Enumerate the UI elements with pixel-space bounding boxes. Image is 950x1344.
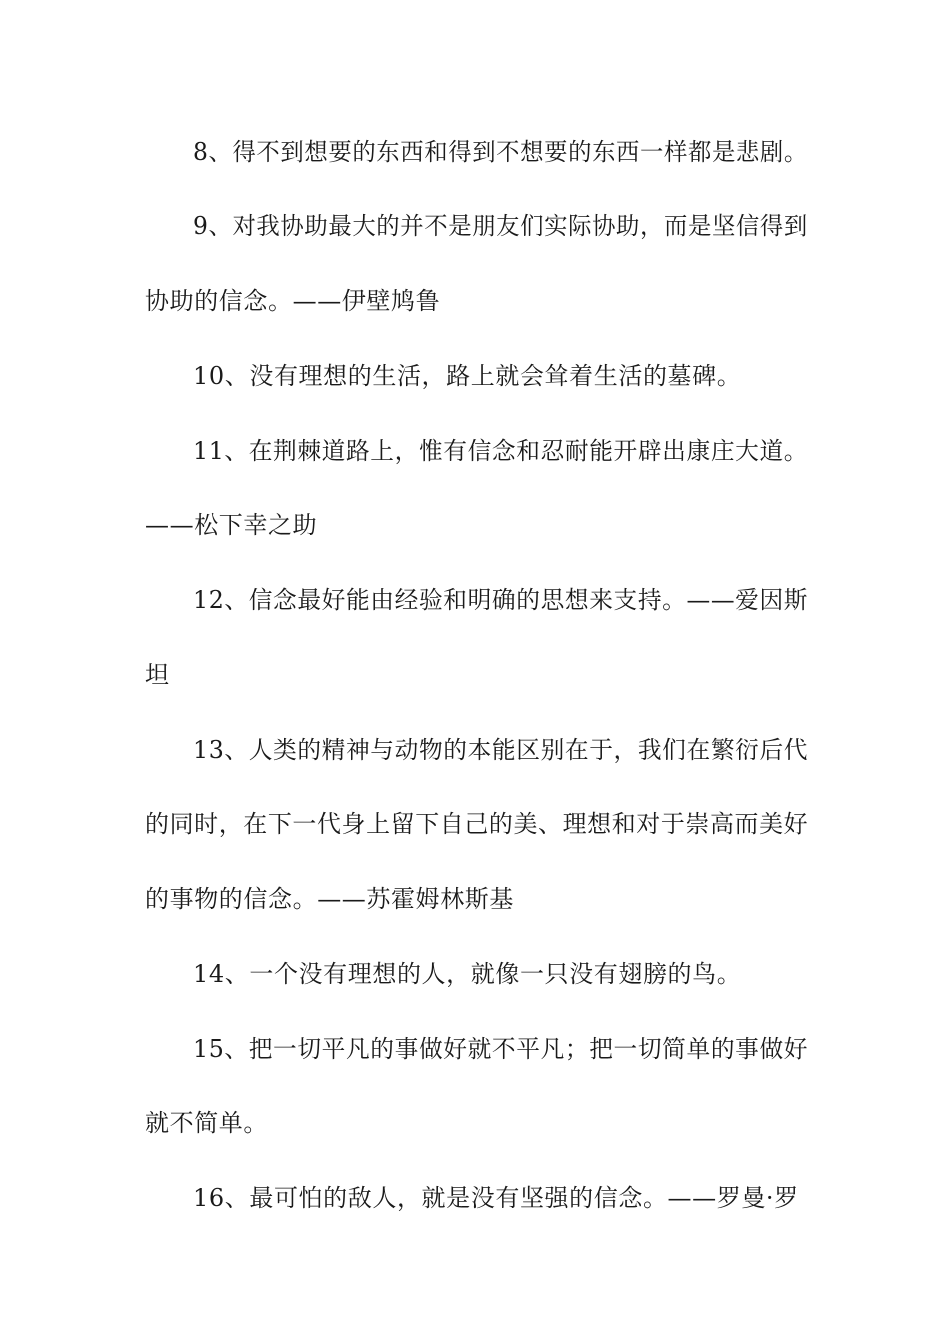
quote-9-line-1: 9、对我协助最大的并不是朋友们实际协助，而是坚信得到: [193, 212, 808, 240]
quote-13-line-3: 的事物的信念。——苏霍姆林斯基: [145, 885, 514, 913]
quote-15-line-2: 就不简单。: [145, 1109, 268, 1137]
quote-12-line-2: 坦: [145, 661, 170, 689]
quote-12-line-1: 12、信念最好能由经验和明确的思想来支持。——爱因斯: [193, 586, 809, 614]
quote-10-line-1: 10、没有理想的生活，路上就会耸着生活的墓碑。: [193, 362, 742, 390]
quote-11-line-1: 11、在荆棘道路上，惟有信念和忍耐能开辟出康庄大道。: [193, 437, 809, 465]
quote-14-line-1: 14、一个没有理想的人，就像一只没有翅膀的鸟。: [193, 960, 742, 988]
quote-8-line-1: 8、得不到想要的东西和得到不想要的东西一样都是悲剧。: [193, 138, 808, 166]
quote-9-line-2: 协助的信念。——伊壁鸠鲁: [145, 287, 441, 315]
quote-15-line-1: 15、把一切平凡的事做好就不平凡；把一切简单的事做好: [193, 1035, 809, 1063]
quote-13-line-1: 13、人类的精神与动物的本能区别在于，我们在繁衍后代: [193, 736, 809, 764]
quote-11-line-2: ——松下幸之助: [145, 511, 318, 539]
quote-13-line-2: 的同时，在下一代身上留下自己的美、理想和对于崇高而美好: [145, 810, 809, 838]
quote-16-line-1: 16、最可怕的敌人，就是没有坚强的信念。——罗曼·罗: [193, 1184, 799, 1212]
